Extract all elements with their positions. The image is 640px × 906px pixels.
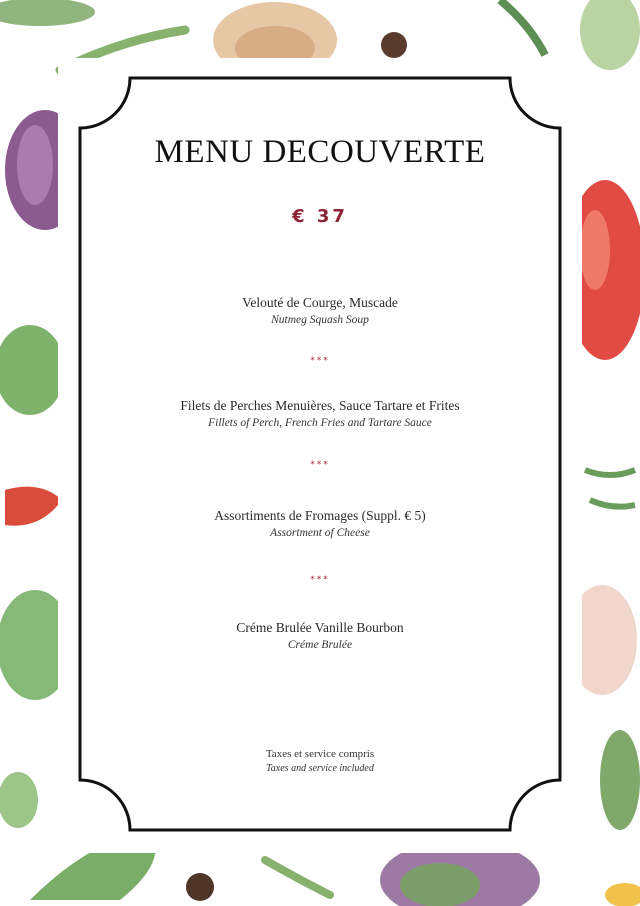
course-french-name: Créme Brulée Vanille Bourbon — [236, 620, 404, 635]
course-french-name: Velouté de Courge, Muscade — [242, 295, 398, 310]
course-cheese — [80, 508, 560, 539]
course-dessert — [80, 620, 560, 651]
course-separator: *** — [310, 356, 330, 366]
menu-title: MENU DECOUVERTE — [154, 134, 486, 170]
course-english-name: Assortment of Cheese — [270, 527, 370, 539]
menu-footer — [80, 748, 560, 774]
course-starter — [80, 295, 560, 326]
course-english-name: Nutmeg Squash Soup — [271, 314, 369, 326]
footer-english-note: Taxes and service included — [266, 763, 374, 774]
course-french-name: Assortiments de Fromages (Suppl. € 5) — [214, 508, 426, 523]
course-english-name: Créme Brulée — [287, 639, 353, 651]
course-separator: *** — [310, 575, 330, 585]
menu-price: € 37 — [292, 206, 348, 227]
menu-content — [80, 80, 560, 830]
footer-french-note: Taxes et service compris — [265, 748, 375, 760]
course-french-name: Filets de Perches Menuières, Sauce Tartare et Frites — [180, 398, 460, 413]
course-english-name: Fillets of Perch, French Fries and Tartare Sauce — [208, 417, 432, 429]
course-main — [80, 398, 560, 429]
course-separator: *** — [310, 460, 330, 470]
